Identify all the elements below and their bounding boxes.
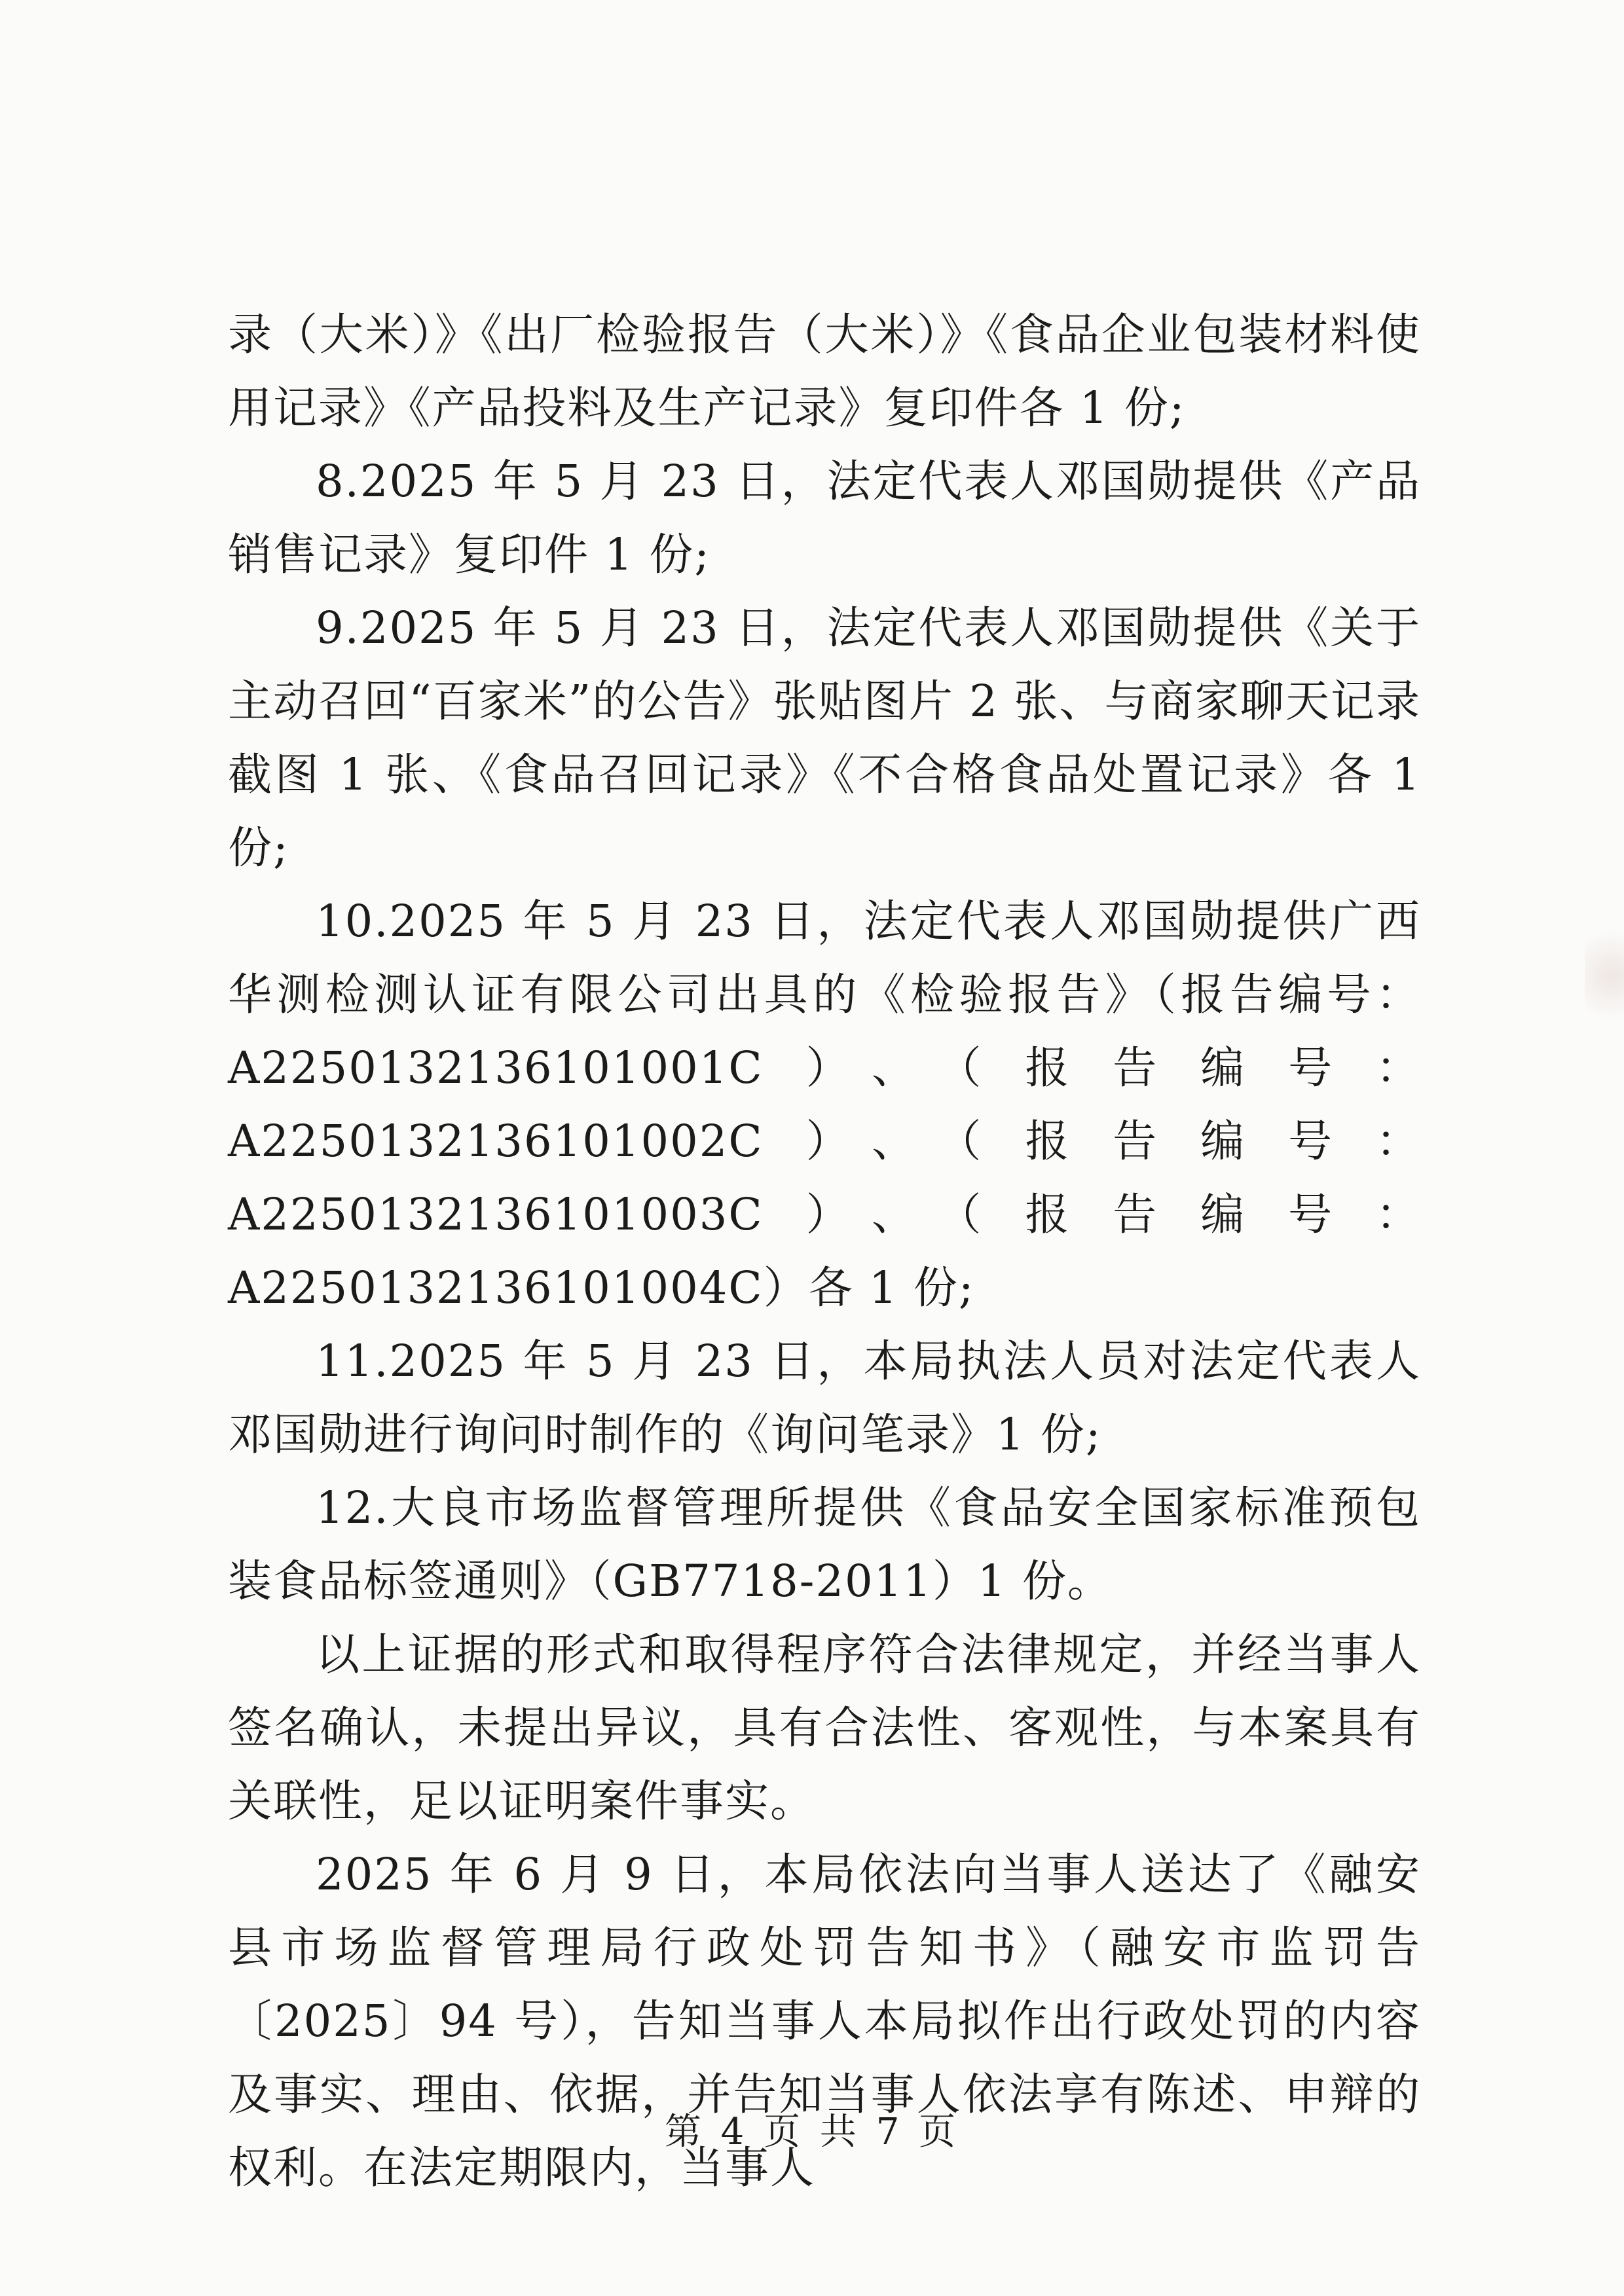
paragraph-evidence-7-continued: 录（大米）》《出厂检验报告（大米）》《食品企业包装材料使用记录》《产品投料及生产记录》复印件各 1 份;: [228, 309, 1421, 433]
paragraph-evidence-12: 12.大良市场监督管理所提供《食品安全国家标准预包装食品标签通则》（GB7718-2011）1 份。: [228, 1482, 1421, 1607]
paragraph-notice-delivery: 2025 年 6 月 9 日，本局依法向当事人送达了《融安县市场监督管理局行政处罚告知书》（融安市监罚告〔2025〕94 号），告知当事人本局拟作出行政处罚的内容及事实、理由、依据，并告知当事人依法享有陈述、申辩的权利。在法定期限内，当事人: [228, 1849, 1421, 2193]
paragraph-evidence-10: 10.2025 年 5 月 23 日，法定代表人邓国勋提供广西华测检测认证有限公司出具的《检验报告》（报告编号：A2250132136101001C）、（报告编号：A2250132136101002C）、（报告编号：A2250132136101003C）、（报告编号：A2250132136101004C）各 1 份;: [228, 896, 1421, 1313]
paragraph-evidence-conclusion: 以上证据的形式和取得程序符合法律规定，并经当事人签名确认，未提出异议，具有合法性、客观性，与本案具有关联性，足以证明案件事实。: [228, 1629, 1421, 1827]
paragraph-evidence-8: 8.2025 年 5 月 23 日，法定代表人邓国勋提供《产品销售记录》复印件 1 份;: [228, 456, 1421, 580]
paragraph-evidence-11: 11.2025 年 5 月 23 日，本局执法人员对法定代表人邓国勋进行询问时制作的《询问笔录》1 份;: [228, 1336, 1421, 1460]
paragraph-evidence-9: 9.2025 年 5 月 23 日，法定代表人邓国勋提供《关于主动召回“百家米”的公告》张贴图片 2 张、与商家聊天记录截图 1 张、《食品召回记录》《不合格食品处置记录》各 1 份;: [228, 602, 1421, 873]
show-through-mark: [1585, 917, 1624, 1034]
page-footer: 第 4 页 共 7 页: [664, 2111, 960, 2153]
document-body: [228, 298, 1421, 2204]
